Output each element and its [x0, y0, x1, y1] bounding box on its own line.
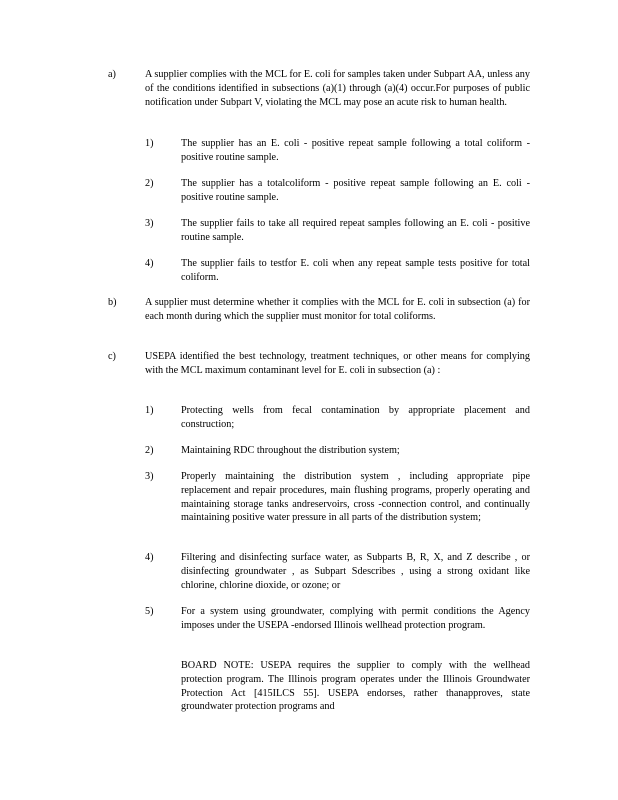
section-c-item-4: [145, 551, 530, 592]
item-label: 2): [145, 445, 154, 456]
section-label: b): [108, 297, 117, 308]
section-text: A supplier complies with the MCL for E. coli for samples taken under Subpart AA, unless any of the conditions identified in subsections (a)(1) through (a)(4) occur.For purposes of public notification under Subpart V, violating the MCL may pose an acute risk to human health.: [145, 69, 530, 108]
item-text: Protecting wells from fecal contamination by appropriate placement and construction;: [181, 405, 530, 430]
section-text: USEPA identified the best technology, treatment techniques, or other means for complying with the MCL maximum contaminant level for E. coli in subsection (a) :: [145, 351, 530, 376]
section-c-item-2: [145, 444, 530, 458]
item-text: The supplier fails to testfor E. coli when any repeat sample tests positive for total coliform.: [181, 258, 530, 283]
item-text: Properly maintaining the distribution system , including appropriate pipe replacement and repair procedures, main flushing programs, properly operating and maintaining storage tanks andreservoirs, cross -connection control, and continually maintaining positive water pressure in all parts of the distribution system;: [181, 471, 530, 524]
item-text: Maintaining RDC throughout the distribution system;: [181, 445, 400, 456]
section-b: [108, 296, 530, 324]
item-text: The supplier has an E. coli - positive repeat sample following a total coliform -positive routine sample.: [181, 138, 530, 163]
item-label: 1): [145, 138, 154, 149]
section-a-item-2: [145, 177, 530, 205]
section-c-item-1: [145, 404, 530, 432]
section-label: c): [108, 351, 116, 362]
section-a: [108, 68, 530, 109]
item-label: 3): [145, 218, 154, 229]
item-label: 3): [145, 471, 154, 482]
section-c-item-3: [145, 470, 530, 525]
item-label: 1): [145, 405, 154, 416]
item-label: 2): [145, 178, 154, 189]
section-text: A supplier must determine whether it complies with the MCL for E. coli in subsection (a) for each month during which the supplier must monitor for total coliforms.: [145, 297, 530, 322]
section-c: [108, 350, 530, 378]
item-label: 4): [145, 258, 154, 269]
board-note: BOARD NOTE: USEPA requires the supplier to comply with the wellhead protection program. The Illinois program operates under the Illinois Groundwater Protection Act [415ILCS 55]. USEPA endorses, rather thanapproves, state groundwater protection programs and: [181, 660, 530, 713]
section-c-item-5: [145, 605, 530, 633]
item-text: For a system using groundwater, complying with permit conditions the Agency imposes under the USEPA -endorsed Illinois wellhead protection program.: [181, 606, 530, 631]
item-text: The supplier fails to take all required repeat samples following an E. coli - positive routine sample.: [181, 218, 530, 243]
section-a-item-1: [145, 137, 530, 165]
section-a-item-3: [145, 217, 530, 245]
item-text: Filtering and disinfecting surface water, as Subparts B, R, X, and Z describe , or disinfecting groundwater , as Subpart Sdescribes , using a strong oxidant like chlorine, chlorine dioxide, or ozone; or: [181, 552, 530, 591]
section-label: a): [108, 69, 116, 80]
item-label: 4): [145, 552, 154, 563]
item-label: 5): [145, 606, 154, 617]
item-text: The supplier has a totalcoliform - positive repeat sample following an E. coli -positive routine sample.: [181, 178, 530, 203]
section-a-item-4: [145, 257, 530, 285]
